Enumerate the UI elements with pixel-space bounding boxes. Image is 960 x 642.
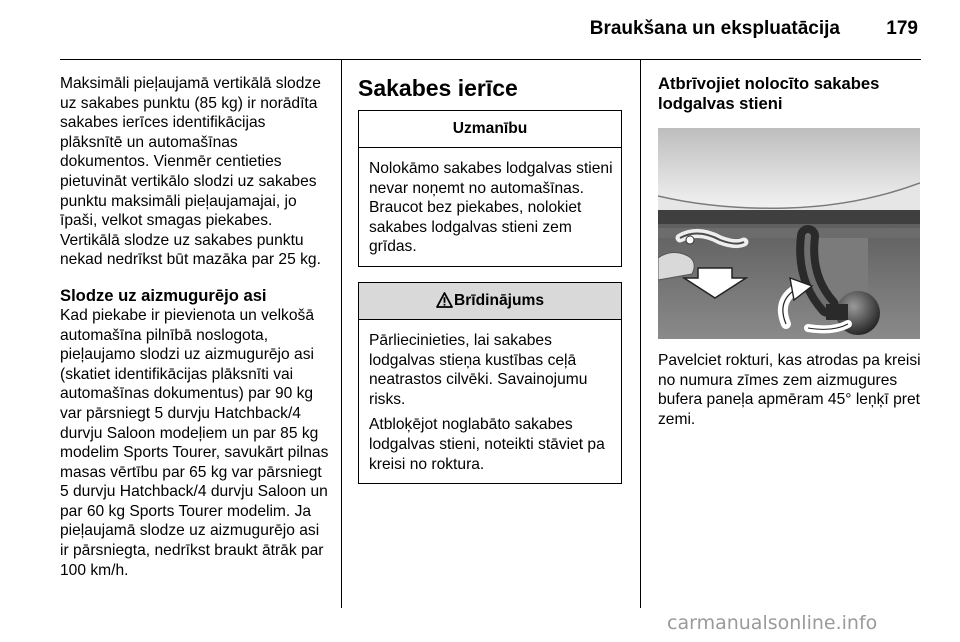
watermark: carmanualsonline.info: [667, 612, 878, 634]
section-heading: Sakabes ierīce: [358, 75, 518, 101]
warning-title: Brīdinājums: [453, 291, 545, 309]
column-right: [658, 74, 923, 429]
rear-axle-paragraph: Kad piekabe ir pievienota un velkošā automašīna pilnībā noslogota, pieļaujamo slodzi uz aizmugurējo asi (skatiet identifikācijas plāksnīti vai automašīnas dokumentus) par 90 kg var pārsniegt 5 durvju Hatchback/4 durvju Saloon modeļiem un par 85 kg modelim Sports Tourer, savukārt pilnas masas vērtību par 65 kg var pārsniegt 5 durvju Hatchback/4 durvju Saloon un par 60 kg Sports Tourer modelim. Ja pieļaujamā slodze uz aizmugurējo asi ir pārsniegta, nedrīkst braukt ātrāk par 100 km/h.: [60, 306, 329, 579]
column-divider-right: [640, 60, 641, 608]
warning-header: [359, 283, 621, 320]
towbar-release-illustration: [658, 128, 920, 339]
caution-box: [358, 110, 622, 267]
vertical-load-paragraph: Maksimāli pieļaujamā vertikālā slodze uz sakabes punktu (85 kg) ir norādīta sakabes ierīces identifikācijas plāksnītē un automašīnas dokumentos. Vienmēr centieties pietuvināt vertikālo slodzi uz sakabes punktu maksimāli pieļaujamajai, jo īpaši, velkot smagas piekabes. Vertikālā slodze uz sakabes punktu nekad nedrīkst būt mazāka par 25 kg.: [60, 75, 321, 269]
release-heading: Atbrīvojiet nolocīto sakabes lodgalvas stieni: [658, 74, 880, 113]
caution-title: Uzmanību: [359, 111, 621, 148]
header-rule: [60, 59, 921, 60]
warning-box: [358, 282, 622, 484]
warning-paragraph-1: Pārliecinieties, lai sakabes lodgalvas stieņa kustības ceļā neatrastos cilvēki. Savainojumu risks.: [369, 331, 588, 408]
column-divider-left: [341, 60, 342, 608]
page-number: 179: [886, 18, 918, 39]
figure-caption: Pavelciet rokturi, kas atrodas pa kreisi no numura zīmes zem aizmugures bufera paneļa apmēram 45° leņķī pret zemi.: [658, 352, 921, 428]
running-header-title: Braukšana un ekspluatācija: [589, 18, 840, 39]
column-middle: [358, 74, 622, 484]
column-left: [60, 74, 330, 580]
caution-text: Nolokāmo sakabes lodgalvas stieni nevar noņemt no automašīnas. Braucot bez piekabes, nolokiet sakabes lodgalvas stieni zem grīdas.: [369, 160, 613, 256]
warning-triangle-icon: [436, 286, 453, 322]
rear-axle-heading: Slodze uz aizmugurējo asi: [60, 285, 267, 305]
warning-paragraph-2: Atbloķējot noglabāto sakabes lodgalvas stieni, noteikti stāviet pa kreisi no roktura.: [369, 416, 605, 473]
